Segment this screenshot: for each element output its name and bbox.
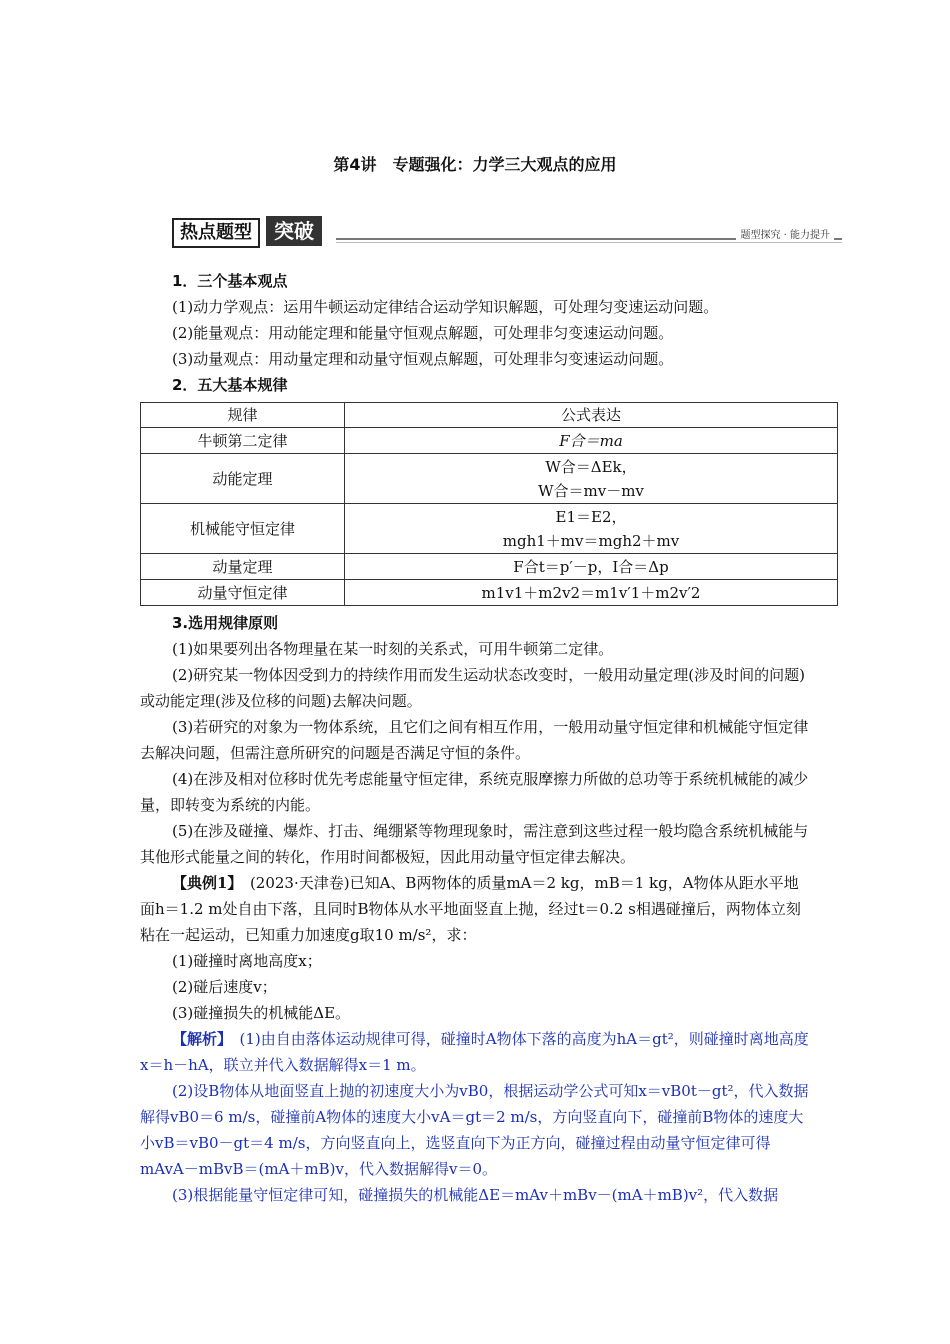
paragraph: (4)在涉及相对位移时优先考虑能量守恒定律，系统克服摩擦力所做的总功等于系统机械能的减少量，即转变为系统的内能。 <box>140 770 809 814</box>
law-formula: F合t＝p′－p，I合＝Δp <box>345 554 838 580</box>
law-formula: F合＝ma <box>345 428 838 454</box>
banner-highlight: 突破 <box>266 216 322 246</box>
section-heading: 3.选用规律原则 <box>172 614 279 632</box>
table-row <box>141 454 838 504</box>
question: (3)碰撞损失的机械能ΔE。 <box>172 1004 351 1022</box>
law-name: 机械能守恒定律 <box>141 504 345 554</box>
paragraph: (1)如果要列出各物理量在某一时刻的关系式，可用牛顿第二定律。 <box>172 640 614 658</box>
law-name: 动量定理 <box>141 554 345 580</box>
question: (2)碰后速度v； <box>172 978 277 996</box>
solution-part: (3)根据能量守恒定律可知，碰撞损失的机械能ΔE＝mAv＋mBv－(mA＋mB)v²，代入数据 <box>172 1186 779 1204</box>
section-heading: 2．五大基本规律 <box>172 376 288 394</box>
section-heading: 1．三个基本观点 <box>172 272 288 290</box>
section-banner <box>172 214 842 248</box>
solution-part: (2)设B物体从地面竖直上抛的初速度大小为vB0，根据运动学公式可知x＝vB0t－gt²，代入数据解得vB0＝6 m/s，碰撞前A物体的速度大小vA＝gt＝2 m/s，方向竖直向下，碰撞前B物体的速度大小vB＝vB0－gt＝4 m/s，方向竖直向上，选竖直向下为正方向，碰撞过程由动量守恒定律可得mAvA－mBvB＝(mA＋mB)v，代入数据解得v＝0。 <box>140 1082 809 1178</box>
banner-label: 热点题型 <box>172 218 260 248</box>
solution-label: 【解析】 <box>172 1030 225 1048</box>
law-formula: W合＝ΔEk， W合＝mv－mv <box>345 454 838 504</box>
paragraph: (2)研究某一物体因受到力的持续作用而发生运动状态改变时，一般用动量定理(涉及时间的问题)或动能定理(涉及位移的问题)去解决问题。 <box>140 666 805 710</box>
paragraph: (2)能量观点：用动能定理和能量守恒观点解题，可处理非匀变速运动问题。 <box>172 324 674 342</box>
table-row <box>141 428 838 454</box>
example-label: 【典例1】 <box>172 874 235 892</box>
lecture-title: 第4讲 专题强化：力学三大观点的应用 <box>333 155 617 174</box>
section-basic-views <box>140 268 812 398</box>
table-header-row <box>141 403 838 428</box>
table-header: 规律 <box>141 403 345 428</box>
example-stem: 【典例1】 (2023·天津卷)已知A、B两物体的质量mA＝2 kg，mB＝1 kg，A物体从距水平地面h＝1.2 m处自由下落，且同时B物体从水平地面竖直上抛，经过t＝0.2 s相遇碰撞后，两物体立刻粘在一起运动，已知重力加速度g取10 m/s²，求： <box>140 874 801 944</box>
law-name: 动能定理 <box>141 454 345 504</box>
paragraph: (3)动量观点：用动量定理和动量守恒观点解题，可处理非匀变速运动问题。 <box>172 350 674 368</box>
table-row <box>141 580 838 606</box>
paragraph: (1)动力学观点：运用牛顿运动定律结合运动学知识解题，可处理匀变速运动问题。 <box>172 298 719 316</box>
table-row <box>141 554 838 580</box>
banner-rule-thin <box>336 242 842 243</box>
solution-part: 【解析】 (1)由自由落体运动规律可得，碰撞时A物体下落的高度为hA＝gt²，则碰撞时离地高度x＝h－hA，联立并代入数据解得x＝1 m。 <box>140 1030 809 1074</box>
law-formula: m1v1＋m2v2＝m1v′1＋m2v′2 <box>345 580 838 606</box>
table-header: 公式表达 <box>345 403 838 428</box>
laws-table <box>140 402 838 606</box>
law-name: 牛顿第二定律 <box>141 428 345 454</box>
paragraph: (5)在涉及碰撞、爆炸、打击、绳绷紧等物理现象时，需注意到这些过程一般均隐含系统机械能与其他形式能量之间的转化，作用时间都极短，因此用动量守恒定律去解决。 <box>140 822 809 866</box>
question: (1)碰撞时离地高度x； <box>172 952 322 970</box>
banner-subtitle: 题型探究 · 能力提升 <box>736 226 834 241</box>
section-principles <box>140 610 812 1208</box>
law-formula: E1＝E2， mgh1＋mv＝mgh2＋mv <box>345 504 838 554</box>
table-row <box>141 504 838 554</box>
law-name: 动量守恒定律 <box>141 580 345 606</box>
paragraph: (3)若研究的对象为一物体系统，且它们之间有相互作用，一般用动量守恒定律和机械能守恒定律去解决问题，但需注意所研究的问题是否满足守恒的条件。 <box>140 718 809 762</box>
